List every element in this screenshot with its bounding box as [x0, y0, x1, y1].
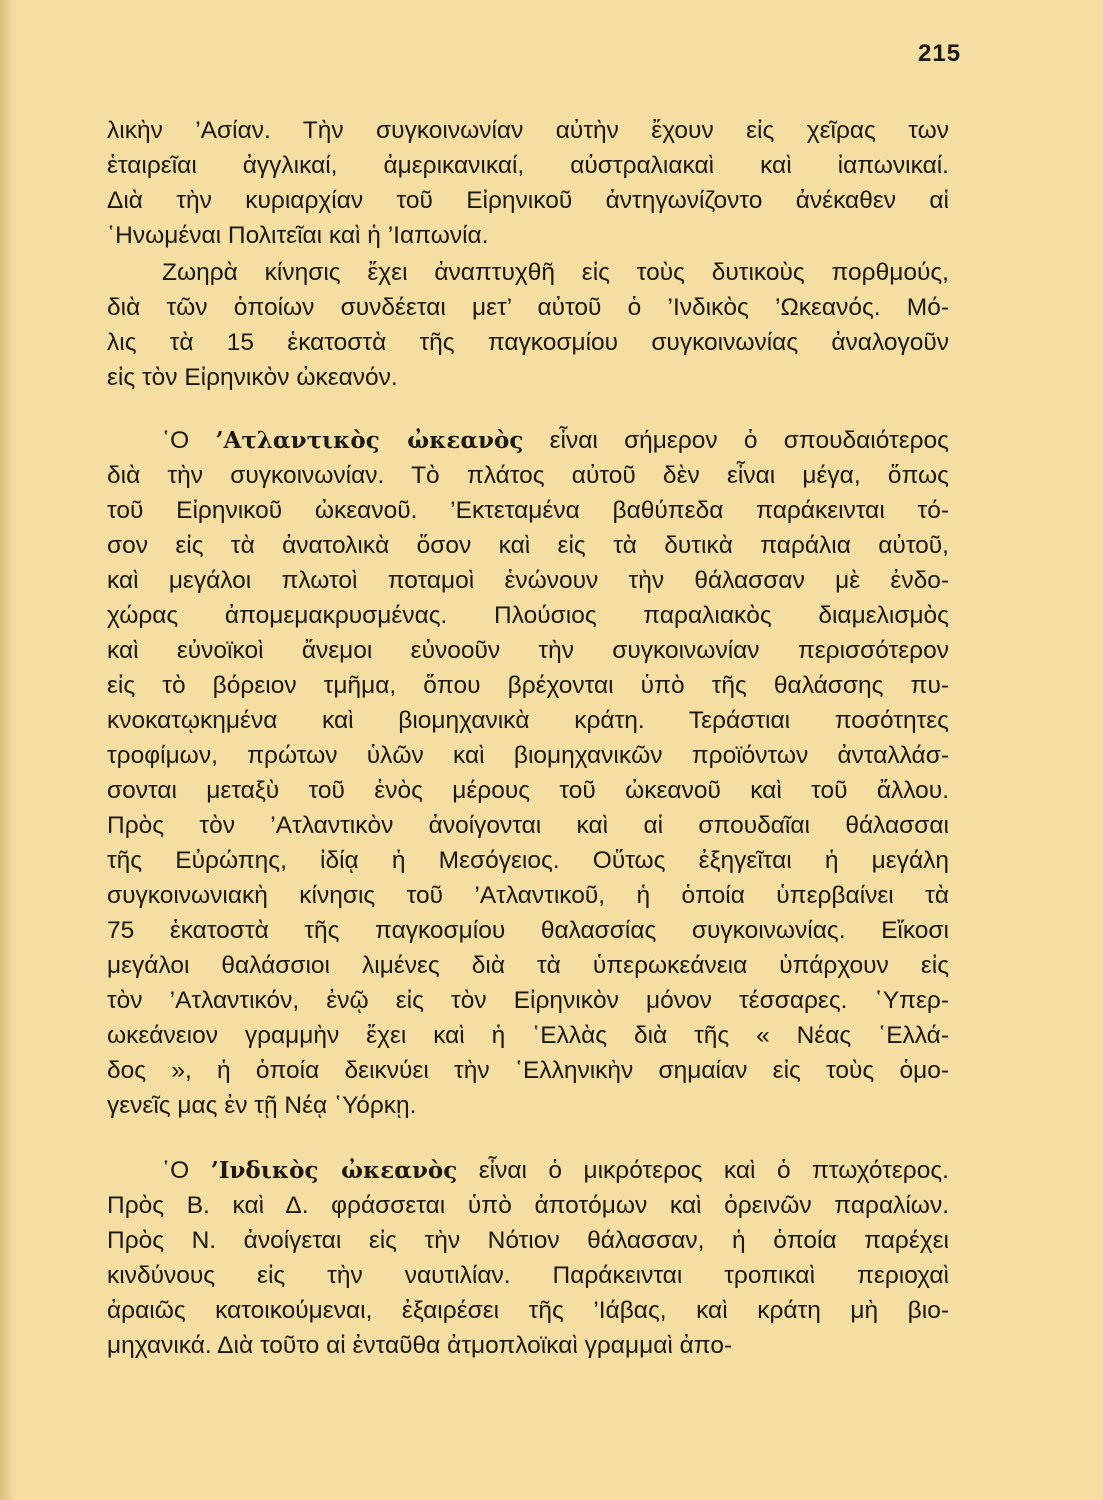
bold-heading-term: ’Ατλαντικὸς ὠκεανὸς: [215, 427, 524, 454]
text-line: καὶ μεγάλοι πλωτοὶ ποταμοὶ ἑνώνουν τὴν θάλασσαν μὲ ἐνδο-: [107, 567, 949, 594]
text-line: Ζωηρὰ κίνησις ἔχει ἀναπτυχθῆ εἰς τοὺς δυτικοὺς πορθμούς,: [162, 259, 949, 286]
text-line: χώρας ἀπομεμακρυσμένας. Πλούσιος παραλιακὸς διαμελισμὸς: [107, 602, 949, 629]
text-line: [107, 423, 949, 458]
page-edge-shadow: [0, 0, 14, 1500]
text-line: κινδύνους εἰς τὴν ναυτιλίαν. Παράκεινται τροπικαὶ περιοχαὶ: [107, 1262, 949, 1289]
text-line: ἑταιρεῖαι ἀγγλικαί, ἀμερικανικαί, αὐστραλιακαὶ καὶ ἰαπωνικαί.: [107, 152, 949, 179]
paragraph: [107, 255, 949, 395]
text-line: [107, 1153, 949, 1188]
text-line: τροφίμων, πρώτων ὑλῶν καὶ βιομηχανικῶν προϊόντων ἀνταλλάσ-: [107, 742, 949, 769]
text-line: Πρὸς τὸν ’Ατλαντικὸν ἀνοίγονται καὶ αἱ σπουδαῖαι θάλασσαι: [107, 812, 949, 839]
text-line: γενεῖς μας ἐν τῇ Νέᾳ ῾Υόρκῃ.: [107, 1092, 417, 1119]
text-line: ῾Ηνωμέναι Πολιτεῖαι καὶ ἡ ’Ιαπωνία.: [107, 222, 489, 249]
paragraph: [107, 423, 949, 1123]
page-number: 215: [918, 40, 962, 67]
text-segment: ῾Ο: [162, 1157, 211, 1184]
text-line: εἰς τὸν Εἰρηνικὸν ὠκεανόν.: [107, 364, 398, 391]
text-line: συγκοινωνιακὴ κίνησις τοῦ ’Ατλαντικοῦ, ἡ ὁποία ὑπερβαίνει τὰ: [107, 882, 949, 909]
paragraph: [107, 1153, 949, 1363]
text-line: κνοκατῳκημένα καὶ βιομηχανικὰ κράτη. Τεράστιαι ποσότητες: [107, 707, 949, 734]
text-line: διὰ τῶν ὁποίων συνδέεται μετ’ αὐτοῦ ὁ ’Ινδικὸς ’Ωκεανός. Μό-: [107, 294, 949, 321]
text-line: διὰ τὴν συγκοινωνίαν. Τὸ πλάτος αὐτοῦ δὲν εἶναι μέγα, ὅπως: [107, 462, 949, 489]
text-line: Πρὸς Β. καὶ Δ. φράσσεται ὑπὸ ἀποτόμων καὶ ὀρεινῶν παραλίων.: [107, 1192, 949, 1219]
text-line: καὶ εὐνοϊκοὶ ἄνεμοι εὐνοοῦν τὴν συγκοινωνίαν περισσότερον: [107, 637, 949, 664]
text-segment: εἶναι σήμερον ὁ σπουδαιότερος: [523, 427, 949, 454]
text-line: σονται μεταξὺ τοῦ ἑνὸς μέρους τοῦ ὠκεανοῦ καὶ τοῦ ἄλλου.: [107, 777, 949, 804]
text-line: τοῦ Εἰρηνικοῦ ὠκεανοῦ. ’Εκτεταμένα βαθύπεδα παράκεινται τό-: [107, 497, 949, 524]
text-line: Διὰ τὴν κυριαρχίαν τοῦ Εἰρηνικοῦ ἀντηγωνίζοντο ἀνέκαθεν αἱ: [107, 187, 949, 214]
text-line: ἀραιῶς κατοικούμεναι, ἐξαιρέσει τῆς ’Ιάβας, καὶ κράτη μὴ βιο-: [107, 1297, 949, 1324]
text-segment: εἶναι ὁ μικρότερος καὶ ὁ πτωχότερος.: [457, 1157, 949, 1184]
text-line: τῆς Εὐρώπης, ἰδίᾳ ἡ Μεσόγειος. Οὕτως ἐξηγεῖται ἡ μεγάλη: [107, 847, 949, 874]
text-line: σον εἰς τὰ ἀνατολικὰ ὅσον καὶ εἰς τὰ δυτικὰ παράλια αὐτοῦ,: [107, 532, 949, 559]
text-line: λικὴν ’Ασίαν. Τὴν συγκοινωνίαν αὐτὴν ἔχουν εἰς χεῖρας των: [107, 117, 949, 144]
text-line: λις τὰ 15 ἑκατοστὰ τῆς παγκοσμίου συγκοινωνίας ἀναλογοῦν: [107, 329, 949, 356]
text-line: τὸν ’Ατλαντικόν, ἐνῷ εἰς τὸν Εἰρηνικὸν μόνον τέσσαρες. ῾Υπερ-: [107, 987, 949, 1014]
paragraph: [107, 113, 949, 253]
text-line: ωκεάνειον γραμμὴν ἔχει καὶ ἡ ῾Ελλὰς διὰ τῆς « Νέας ῾Ελλά-: [107, 1022, 949, 1049]
text-line: 75 ἑκατοστὰ τῆς παγκοσμίου θαλασσίας συγκοινωνίας. Εἴκοσι: [107, 917, 949, 944]
text-segment: ῾Ο: [162, 427, 216, 454]
text-line: μηχανικά. Διὰ τοῦτο αἱ ἐνταῦθα ἀτμοπλοϊκαὶ γραμμαὶ ἀπο-: [107, 1332, 733, 1359]
text-line: Πρὸς Ν. ἀνοίγεται εἰς τὴν Νότιον θάλασσαν, ἡ ὁποία παρέχει: [107, 1227, 949, 1254]
bold-heading-term: ’Ινδικὸς ὠκεανὸς: [210, 1157, 458, 1184]
text-line: μεγάλοι θαλάσσιοι λιμένες διὰ τὰ ὑπερωκεάνεια ὑπάρχουν εἰς: [107, 952, 949, 979]
text-line: εἰς τὸ βόρειον τμῆμα, ὅπου βρέχονται ὑπὸ τῆς θαλάσσης πυ-: [107, 672, 949, 699]
text-line: δος », ἡ ὁποία δεικνύει τὴν ῾Ελληνικὴν σημαίαν εἰς τοὺς ὁμο-: [107, 1057, 949, 1084]
